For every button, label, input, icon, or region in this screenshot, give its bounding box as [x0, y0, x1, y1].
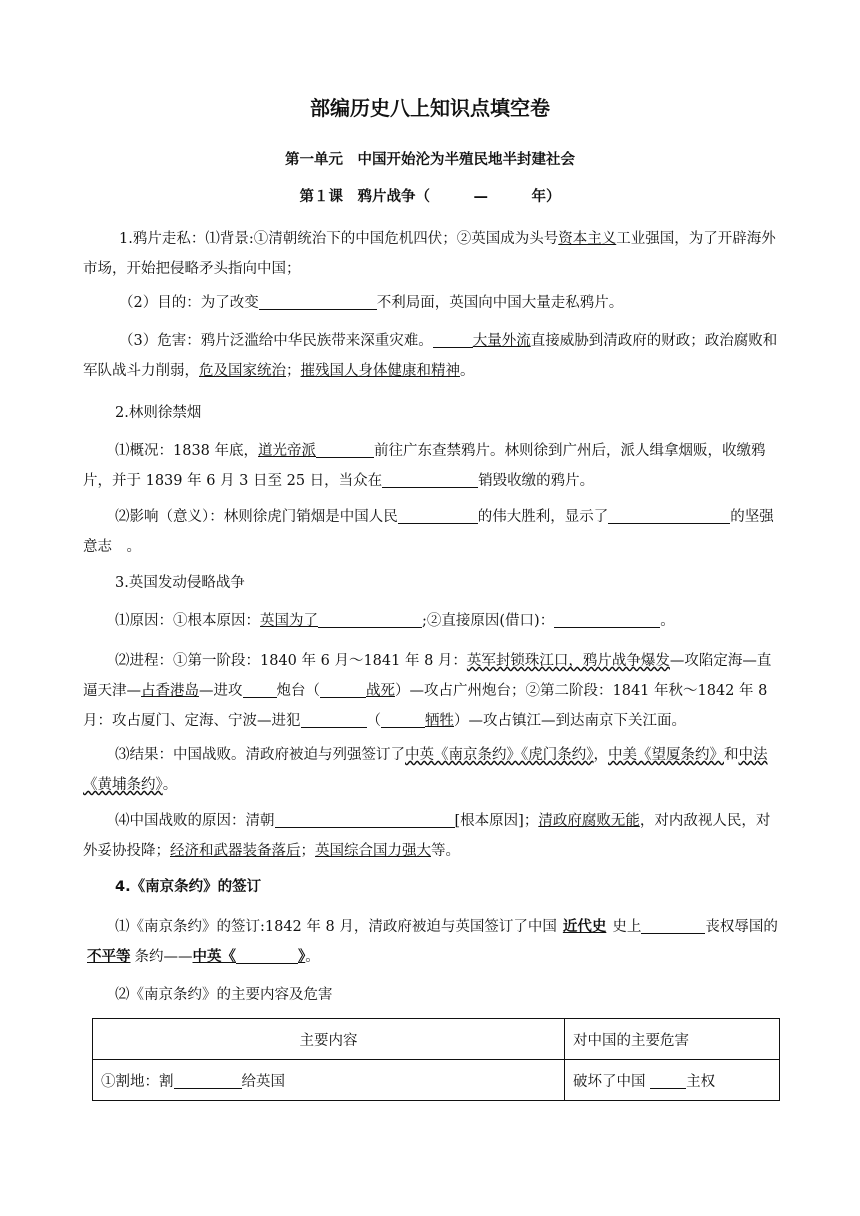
treaty-contents-table — [92, 1018, 780, 1101]
paragraph-opium-smuggling-background: 1.鸦片走私：⑴背景:①清朝统治下的中国危机四伏；②英国成为头号资本主义工业强国，为了开辟海外市场，开始把侵略矛头指向中国； — [83, 231, 776, 277]
paragraph-treaty-signing: ⑴《南京条约》的签订:1842 年 8 月，清政府被迫与英国签订了中国 近代史 史上 丧权辱国的不平等 条约——中英《 》。 — [83, 912, 783, 972]
section-heading-war: 3.英国发动侵略战争 — [115, 575, 245, 591]
fill-blank[interactable] — [433, 329, 473, 348]
table-header-harms: 对中国的主要危害 — [565, 1019, 780, 1060]
paragraph-war-causes: ⑴原因：①根本原因：英国为了 ;②直接原因(借口)： 。 — [83, 606, 783, 636]
fill-blank[interactable] — [174, 1070, 242, 1089]
fill-blank[interactable] — [259, 291, 377, 310]
fill-blank[interactable] — [236, 945, 298, 964]
table-cell-content: ①割地：割 给英国 — [93, 1060, 565, 1101]
section-heading-nanjing-treaty: 4.《南京条约》的签订 — [115, 879, 262, 895]
fill-blank[interactable] — [382, 469, 478, 488]
fill-blank[interactable] — [381, 709, 425, 728]
paragraph-lin-overview: ⑴概况：1838 年底，道光帝派 前往广东查禁鸦片。林则徐到广州后，派人缉拿烟贩，收缴鸦片，并于 1839 年 6 月 3 日至 25 日，当众在 销毁收缴的鸦片。 — [83, 436, 783, 496]
table-row — [93, 1060, 780, 1101]
table-header-row — [93, 1019, 780, 1060]
section-heading-lin-zexu: 2.林则徐禁烟 — [115, 405, 202, 421]
paragraph-defeat-reasons: ⑷中国战败的原因：清朝 [根本原因]；清政府腐败无能，对内敌视人民，对外妥协投降；经济和武器装备落后；英国综合国力强大等。 — [83, 806, 783, 866]
table-cell-harm: 破坏了中国 主权 — [565, 1060, 780, 1101]
table-header-contents: 主要内容 — [93, 1019, 565, 1060]
lesson-heading: 第１课 鸦片战争（ — 年） — [299, 189, 561, 205]
fill-blank[interactable] — [608, 505, 730, 524]
paragraph-war-result: ⑶结果：中国战败。清政府被迫与列强签订了中英《南京条约》《虎门条约》，中美《望厦条约》和中法《黄埔条约》。 — [83, 747, 768, 793]
fill-blank[interactable] — [275, 809, 455, 828]
fill-blank[interactable] — [301, 709, 367, 728]
fill-blank[interactable] — [641, 915, 705, 934]
fill-blank[interactable] — [398, 505, 478, 524]
paragraph-treaty-contents-heading: ⑵《南京条约》的主要内容及危害 — [115, 987, 333, 1003]
paragraph-lin-significance: ⑵影响（意义）：林则徐虎门销烟是中国人民 的伟大胜利，显示了 的坚强意志 。 — [83, 502, 783, 562]
fill-blank[interactable] — [650, 1070, 686, 1089]
unit-heading: 第一单元 中国开始沦为半殖民地半封建社会 — [285, 152, 575, 168]
paragraph-opium-purpose: （2）目的：为了改变 不利局面，英国向中国大量走私鸦片。 — [83, 288, 783, 318]
fill-blank[interactable] — [318, 609, 422, 628]
paragraph-opium-harm: （3）危害：鸦片泛滥给中华民族带来深重灾难。 大量外流直接威胁到清政府的财政；政治腐败和军队战斗力削弱，危及国家统治；摧残国人身体健康和精神。 — [83, 326, 783, 386]
document-title: 部编历史八上知识点填空卷 — [310, 96, 550, 120]
paragraph-war-process: ⑵进程：①第一阶段：1840 年 6 月～1841 年 8 月：英军封锁珠江口，鸦片战争爆发—攻陷定海—直逼天津—占香港岛—进攻 炮台（ 战死）—攻占广州炮台；②第二阶段：1841 年秋～1842 年 8 月：攻占厦门、定海、宁波—进犯 （ 牺牲）—攻占镇江—到达南京下关江面。 — [83, 653, 772, 729]
fill-blank[interactable] — [316, 439, 374, 458]
fill-blank[interactable] — [320, 679, 366, 698]
fill-blank[interactable] — [554, 609, 660, 628]
fill-blank[interactable] — [243, 679, 277, 698]
